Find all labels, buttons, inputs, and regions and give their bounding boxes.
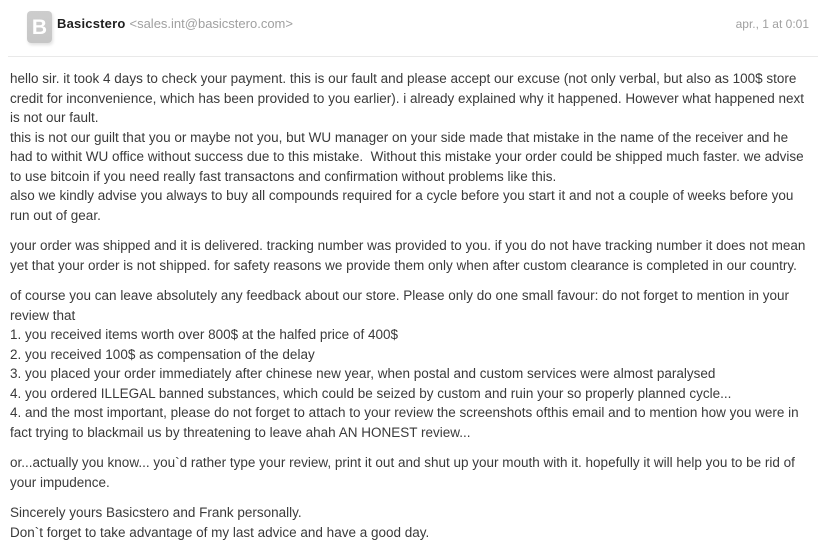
paragraph-3 — [10, 286, 812, 442]
paragraph-1 — [10, 69, 812, 225]
message-timestamp: apr., 1 at 0:01 — [736, 17, 809, 31]
email-header[interactable] — [0, 0, 826, 56]
text-line: or...actually you know... you`d rather type your review, print it out and shut up your mouth with it. hopefully it will help you to be rid of your impudence. — [10, 453, 812, 492]
sender-avatar-letter: B — [32, 17, 47, 38]
sender-avatar — [27, 11, 52, 43]
text-line: hello sir. it took 4 days to check your payment. this is our fault and please accept our excuse (not only verbal, but also as 100$ store credit for inconvenience, which has been provided to you earlier). i already explained why it happened. However what happened next is not our fault. — [10, 69, 812, 128]
text-line: Sincerely yours Basicstero and Frank personally. — [10, 503, 812, 523]
paragraph-4 — [10, 453, 812, 492]
text-line: Don`t forget to take advantage of my last advice and have a good day. — [10, 523, 812, 542]
text-line: 4. you ordered ILLEGAL banned substances, which could be seized by custom and ruin your so properly planned cycle... — [10, 384, 812, 404]
text-line: your order was shipped and it is delivered. tracking number was provided to you. if you do not have tracking number it does not mean yet that your order is not shipped. for safety reasons we provide them only when after custom clearance is completed in our country. — [10, 236, 812, 275]
sender-info — [57, 16, 293, 31]
sender-name: Basicstero — [57, 16, 125, 31]
text-line: 2. you received 100$ as compensation of the delay — [10, 345, 812, 365]
text-line: 4. and the most important, please do not forget to attach to your review the screenshots ofthis email and to mention how you were in fact trying to blackmail us by threatening to leave ahah AN HONEST review... — [10, 403, 812, 442]
paragraph-2 — [10, 236, 812, 275]
text-line: 1. you received items worth over 800$ at the halfed price of 400$ — [10, 325, 812, 345]
text-line: this is not our guilt that you or maybe not you, but WU manager on your side made that mistake in the name of the receiver and he had to withit WU office without success due to this mistake. Without this mistake your order could be shipped much faster. we advise to use bitcoin if you need really fast transactons and confirmation without problems like this. — [10, 128, 812, 187]
sender-email: <sales.int@basicstero.com> — [129, 16, 293, 31]
email-body — [0, 57, 826, 542]
text-line: 3. you placed your order immediately after chinese new year, when postal and custom services were almost paralysed — [10, 364, 812, 384]
text-line: also we kindly advise you always to buy all compounds required for a cycle before you start it and not a couple of weeks before you run out of gear. — [10, 186, 812, 225]
text-line: of course you can leave absolutely any feedback about our store. Please only do one small favour: do not forget to mention in your review that — [10, 286, 812, 325]
paragraph-5 — [10, 503, 812, 542]
